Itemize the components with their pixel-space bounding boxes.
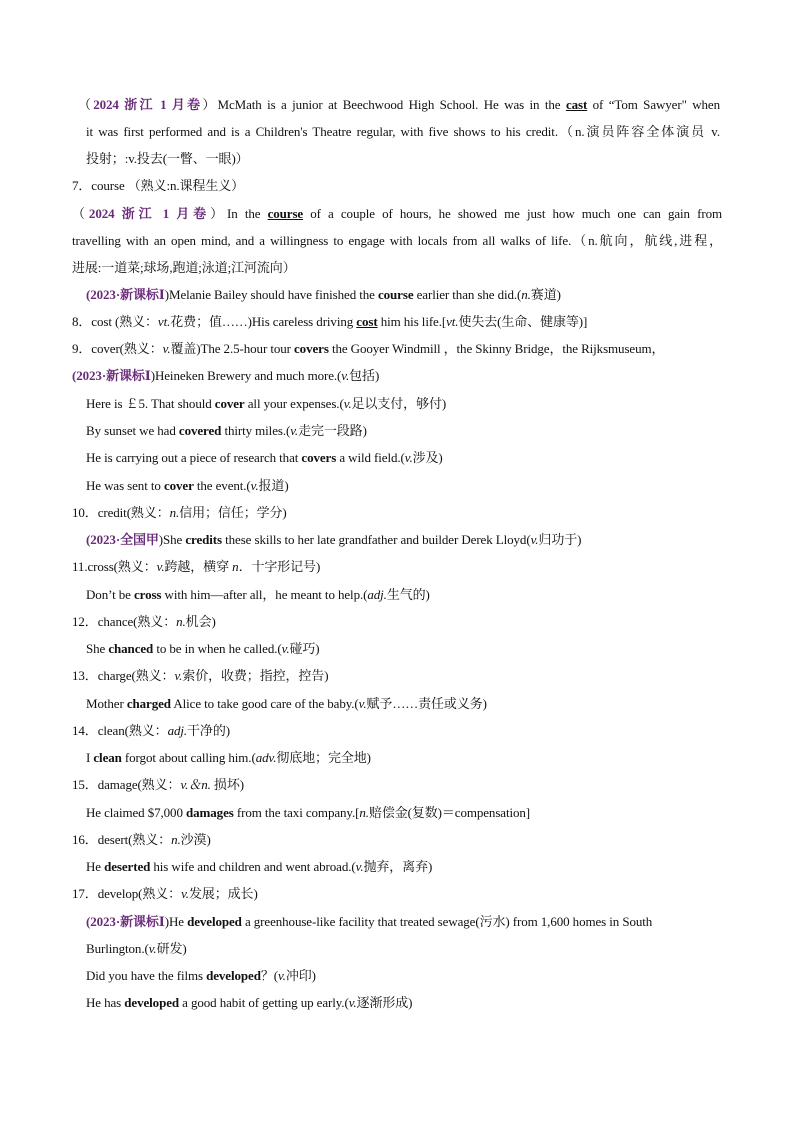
text-line — [72, 314, 587, 330]
exam-source-tag: 2024 浙江 1 月卷 — [93, 97, 203, 112]
text-run: 覆盖)The 2.5-hour tour — [170, 341, 295, 356]
text-run: He is carrying out a piece of research that — [86, 450, 302, 465]
keyword: developed — [124, 995, 180, 1010]
text-line — [72, 832, 211, 848]
text-run: 8．cost (熟义： — [72, 314, 158, 329]
text-run: 9．cover(熟义： — [72, 341, 163, 356]
text-line — [86, 968, 316, 984]
text-line — [72, 886, 258, 902]
text-line — [86, 641, 320, 657]
text-run: Burlington.( — [86, 941, 149, 956]
text-run: 进展:一道菜;球场,跑道;泳道;江河流向） — [72, 260, 296, 275]
text-run: 十字形记号) — [251, 559, 321, 574]
text-line — [86, 995, 412, 1011]
text-line — [72, 777, 244, 793]
part-of-speech: v. — [162, 341, 171, 356]
text-run: （ — [78, 97, 94, 112]
part-of-speech: v. — [355, 859, 364, 874]
text-line — [72, 723, 230, 739]
text-run: 花费；值……)His careless driving — [170, 314, 357, 329]
text-line — [86, 287, 561, 303]
exam-source-tag: (2023·新课标Ⅰ — [86, 914, 165, 929]
part-of-speech: v. — [343, 396, 352, 411]
text-run: By sunset we had — [86, 423, 179, 438]
part-of-speech: n． — [232, 559, 252, 574]
keyword: covers — [301, 450, 337, 465]
text-run: with him—after all，he meant to help.( — [161, 587, 368, 602]
part-of-speech: v. — [358, 696, 367, 711]
keyword: charged — [126, 696, 171, 711]
part-of-speech: n. — [169, 505, 180, 520]
text-run: 损坏) — [210, 777, 244, 792]
text-run: 抛弃，离弃) — [363, 859, 433, 874]
keyword: cover — [214, 396, 245, 411]
text-line — [72, 206, 722, 222]
text-run: to be in when he called.( — [153, 641, 282, 656]
text-run: He — [86, 859, 105, 874]
text-run: 生气的) — [386, 587, 430, 602]
text-run: a wild field.( — [336, 450, 405, 465]
keyword-underlined: cast — [565, 97, 588, 112]
text-line — [72, 341, 664, 357]
text-run: all your expenses.( — [244, 396, 344, 411]
keyword: damages — [186, 805, 234, 820]
text-run: I — [86, 750, 94, 765]
text-line — [72, 614, 216, 630]
part-of-speech: vt. — [446, 314, 459, 329]
part-of-speech: v. — [341, 368, 350, 383]
text-run: 机会) — [185, 614, 216, 629]
text-run: Did you have the films — [86, 968, 207, 983]
text-run: Here is ￡5. That should — [86, 396, 215, 411]
text-run: 冲印) — [285, 968, 316, 983]
part-of-speech: n. — [521, 287, 531, 302]
text-run: 10．credit(熟义： — [72, 505, 170, 520]
part-of-speech: adj. — [167, 723, 188, 738]
text-run: 赔偿金(复数)＝compensation] — [368, 805, 531, 820]
text-run: 彻底地；完全地) — [276, 750, 371, 765]
text-run: 12．chance(熟义： — [72, 614, 177, 629]
text-line — [86, 151, 249, 167]
text-run: 走完一段路) — [298, 423, 367, 438]
text-run: He has — [86, 995, 125, 1010]
text-run: ）McMath is a junior at Beechwood High School. He was in the — [202, 97, 566, 112]
text-line — [72, 233, 722, 249]
text-run: 15．damage(熟义： — [72, 777, 181, 792]
part-of-speech: n. — [359, 805, 369, 820]
text-run: 跨越，横穿 — [164, 559, 233, 574]
keyword: credits — [185, 532, 222, 547]
text-run: his wife and children and went abroad.( — [150, 859, 356, 874]
text-run: 涉及) — [412, 450, 443, 465]
text-line — [86, 696, 487, 712]
keyword: covered — [178, 423, 222, 438]
keyword-underlined: course — [267, 206, 304, 221]
text-run: 发展；成长) — [188, 886, 258, 901]
text-line — [86, 859, 432, 875]
text-run: a greenhouse-like facility that treated sewage(污水) from 1,600 homes in South — [241, 914, 653, 929]
text-run: 研发) — [156, 941, 187, 956]
text-line — [86, 124, 720, 140]
text-run: 赛道) — [530, 287, 561, 302]
part-of-speech: v. — [404, 450, 413, 465]
keyword: course — [377, 287, 414, 302]
text-line — [86, 396, 446, 412]
text-run: （ — [72, 206, 89, 221]
text-run: the Gooyer Windmill ，the Skinny Bridge，the Rijksmuseum， — [328, 341, 665, 356]
text-run: 报道) — [258, 478, 289, 493]
text-run: 14．clean(熟义： — [72, 723, 168, 738]
exam-source-tag: 2024 浙江 1 月卷 — [88, 206, 211, 221]
exam-source-tag: (2023·新课标Ⅰ — [86, 287, 165, 302]
text-run: 索价，收费；指控，控告) — [182, 668, 329, 683]
text-run: 沙漠) — [180, 832, 211, 847]
text-run: of a couple of hours, he showed me just how much one can gain from — [303, 206, 722, 221]
text-run: thirty miles.( — [221, 423, 291, 438]
text-line — [72, 559, 320, 575]
text-line — [72, 260, 296, 276]
text-run: Mother — [86, 696, 127, 711]
text-line — [86, 750, 371, 766]
text-run: 赋予……责任或义务) — [366, 696, 487, 711]
text-run: forgot about calling him.( — [121, 750, 256, 765]
text-line — [86, 450, 443, 466]
part-of-speech: n. — [176, 614, 186, 629]
keyword: developed — [206, 968, 261, 983]
keyword: deserted — [104, 859, 151, 874]
text-run: 7．course （熟义:n.课程生义） — [72, 178, 245, 193]
text-run: 干净的) — [187, 723, 230, 738]
text-run: 16．desert(熟义： — [72, 832, 172, 847]
keyword: clean — [93, 750, 122, 765]
keyword: chanced — [108, 641, 154, 656]
text-line — [78, 97, 720, 113]
text-run: Don’t be — [86, 587, 134, 602]
part-of-speech: v. — [156, 559, 165, 574]
part-of-speech: v. — [250, 478, 259, 493]
part-of-speech: v. — [530, 532, 539, 547]
text-run: it was first performed and is a Children's Theatre regular, with five shows to his credit.（n.演员阵容全体演员 v. — [86, 124, 720, 139]
keyword: covers — [294, 341, 329, 356]
text-run: of “Tom Sawyer" when — [587, 97, 720, 112]
text-line — [86, 532, 581, 548]
text-run: Alice to take good care of the baby.( — [170, 696, 359, 711]
text-run: him his life.[ — [377, 314, 447, 329]
part-of-speech: v. — [148, 941, 157, 956]
part-of-speech: v. — [281, 641, 290, 656]
keyword: developed — [187, 914, 242, 929]
part-of-speech: v. — [348, 995, 357, 1010]
text-run: earlier than she did.( — [413, 287, 522, 302]
text-run: 13．charge(熟义： — [72, 668, 175, 683]
text-run: the event.( — [193, 478, 251, 493]
part-of-speech: adj. — [367, 587, 387, 602]
part-of-speech: v. — [290, 423, 299, 438]
text-run: from the taxi company.[ — [233, 805, 360, 820]
text-run: a good habit of getting up early.( — [179, 995, 349, 1010]
text-line — [86, 423, 367, 439]
text-run: )He — [164, 914, 188, 929]
exam-source-tag: (2023·新课标Ⅰ — [72, 368, 151, 383]
text-run: )Melanie Bailey should have finished the — [164, 287, 378, 302]
exam-source-tag: (2023·全国甲 — [86, 532, 159, 547]
text-line — [86, 914, 652, 930]
part-of-speech: v.＆n. — [180, 777, 211, 792]
text-run: 信用；信任；学分) — [179, 505, 287, 520]
text-run: 使失去(生命、健康等)] — [458, 314, 588, 329]
keyword: cross — [133, 587, 162, 602]
text-run: )She — [158, 532, 186, 547]
text-line — [72, 178, 244, 194]
part-of-speech: v. — [174, 668, 183, 683]
text-line — [72, 368, 379, 384]
text-run: )Heineken Brewery and much more.( — [150, 368, 342, 383]
keyword-underlined: cost — [356, 314, 378, 329]
text-line — [86, 941, 187, 957]
part-of-speech: adv. — [255, 750, 277, 765]
text-line — [86, 805, 530, 821]
text-run: 归功于) — [538, 532, 582, 547]
text-line — [86, 587, 430, 603]
text-run: 包括) — [349, 368, 380, 383]
part-of-speech: vt. — [157, 314, 171, 329]
text-run: 投射；:v.投去(一瞥、一眼)） — [86, 151, 249, 166]
text-run: ？( — [260, 968, 278, 983]
text-line — [72, 505, 287, 521]
text-run: He claimed $7,000 — [86, 805, 187, 820]
part-of-speech: v. — [181, 886, 189, 901]
text-run: ）In the — [210, 206, 268, 221]
text-run: 足以支付，够付) — [351, 396, 447, 411]
text-run: these skills to her late grandfather and builder Derek Lloyd( — [221, 532, 531, 547]
text-run: 碰巧) — [289, 641, 320, 656]
text-run: She — [86, 641, 109, 656]
part-of-speech: n. — [171, 832, 181, 847]
text-line — [86, 478, 289, 494]
text-run: 11.cross(熟义： — [72, 559, 157, 574]
text-run: He was sent to — [86, 478, 164, 493]
text-run: travelling with an open mind, and a willingness to engage with locals from all walks of life.（n.航向，航线,进程， — [72, 233, 722, 248]
text-run: 逐渐形成) — [356, 995, 413, 1010]
text-run: 17．develop(熟义： — [72, 886, 182, 901]
keyword: cover — [163, 478, 194, 493]
text-line — [72, 668, 328, 684]
part-of-speech: v. — [277, 968, 286, 983]
